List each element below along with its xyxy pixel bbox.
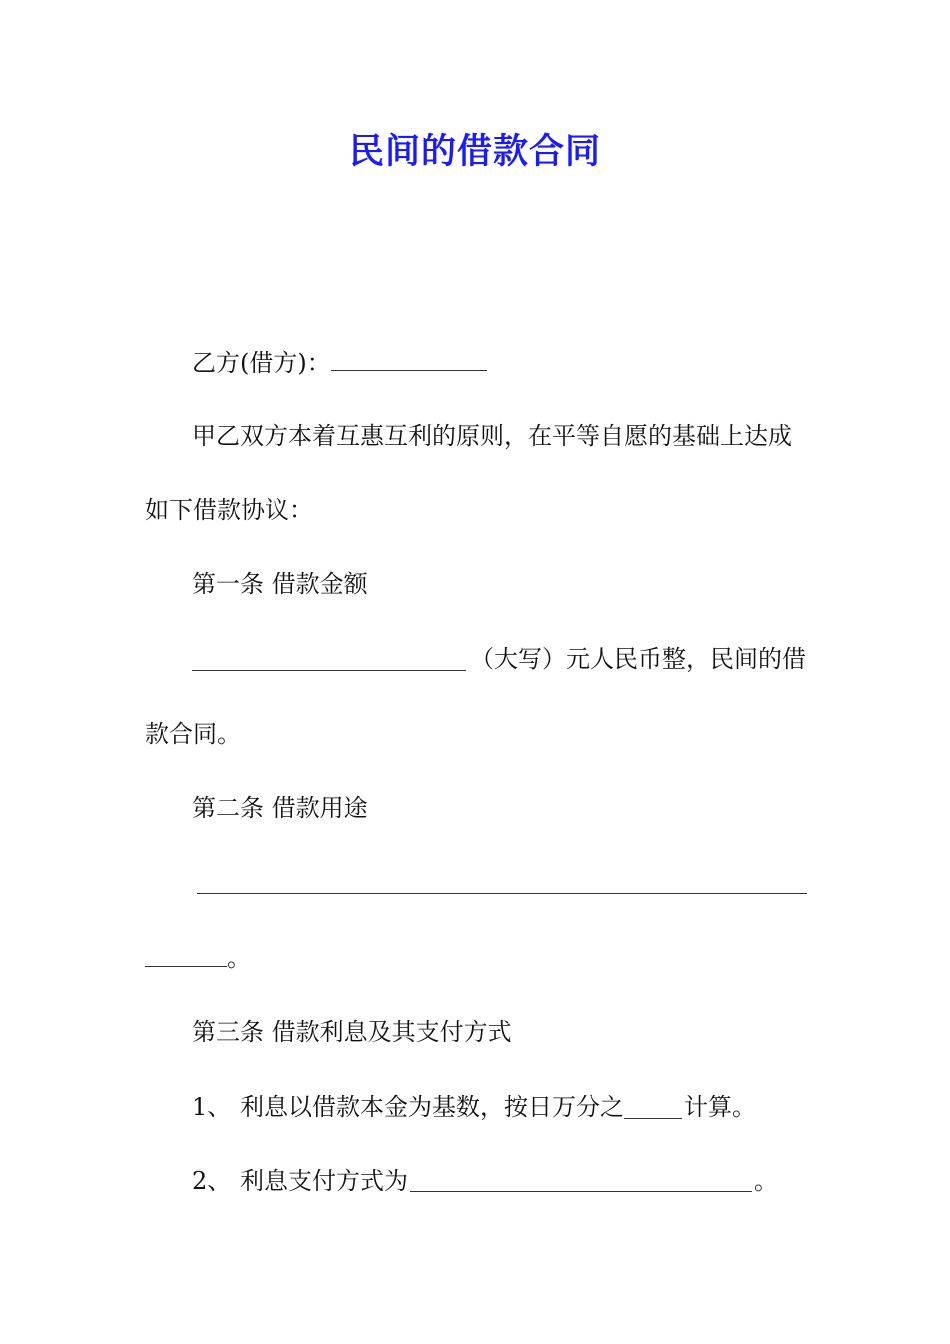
intro-line-2: 如下借款协议： — [145, 496, 313, 524]
payment-method-blank — [410, 1191, 752, 1192]
article-1-text-line-1: （大写）元人民币整，民间的借 — [470, 645, 806, 673]
article-1-heading: 第一条 借款金额 — [192, 570, 368, 598]
article-2-end: 。 — [227, 944, 251, 972]
item-1-number: 1、 — [192, 1093, 232, 1121]
item-1-suffix: 计算。 — [684, 1093, 756, 1121]
interest-rate-blank — [624, 1118, 682, 1119]
amount-blank — [192, 670, 466, 671]
item-2-suffix: 。 — [754, 1167, 778, 1195]
item-1-text: 利息以借款本金为基数，按日万分之 — [240, 1093, 624, 1121]
article-1-text-line-2: 款合同。 — [145, 720, 241, 748]
party-b-line — [192, 344, 487, 376]
purpose-blank-line-1 — [197, 893, 807, 894]
party-b-label: 乙方(借方)： — [192, 349, 331, 377]
document-title: 民间的借款合同 — [348, 132, 601, 172]
item-2-text: 利息支付方式为 — [240, 1167, 408, 1195]
intro-line-1: 甲乙双方本着互惠互利的原则，在平等自愿的基础上达成 — [192, 422, 792, 450]
item-2-number: 2、 — [192, 1167, 232, 1195]
article-3-heading: 第三条 借款利息及其支付方式 — [192, 1018, 512, 1046]
party-b-blank — [331, 344, 487, 371]
article-2-heading: 第二条 借款用途 — [192, 794, 368, 822]
purpose-blank-line-2 — [145, 966, 227, 967]
